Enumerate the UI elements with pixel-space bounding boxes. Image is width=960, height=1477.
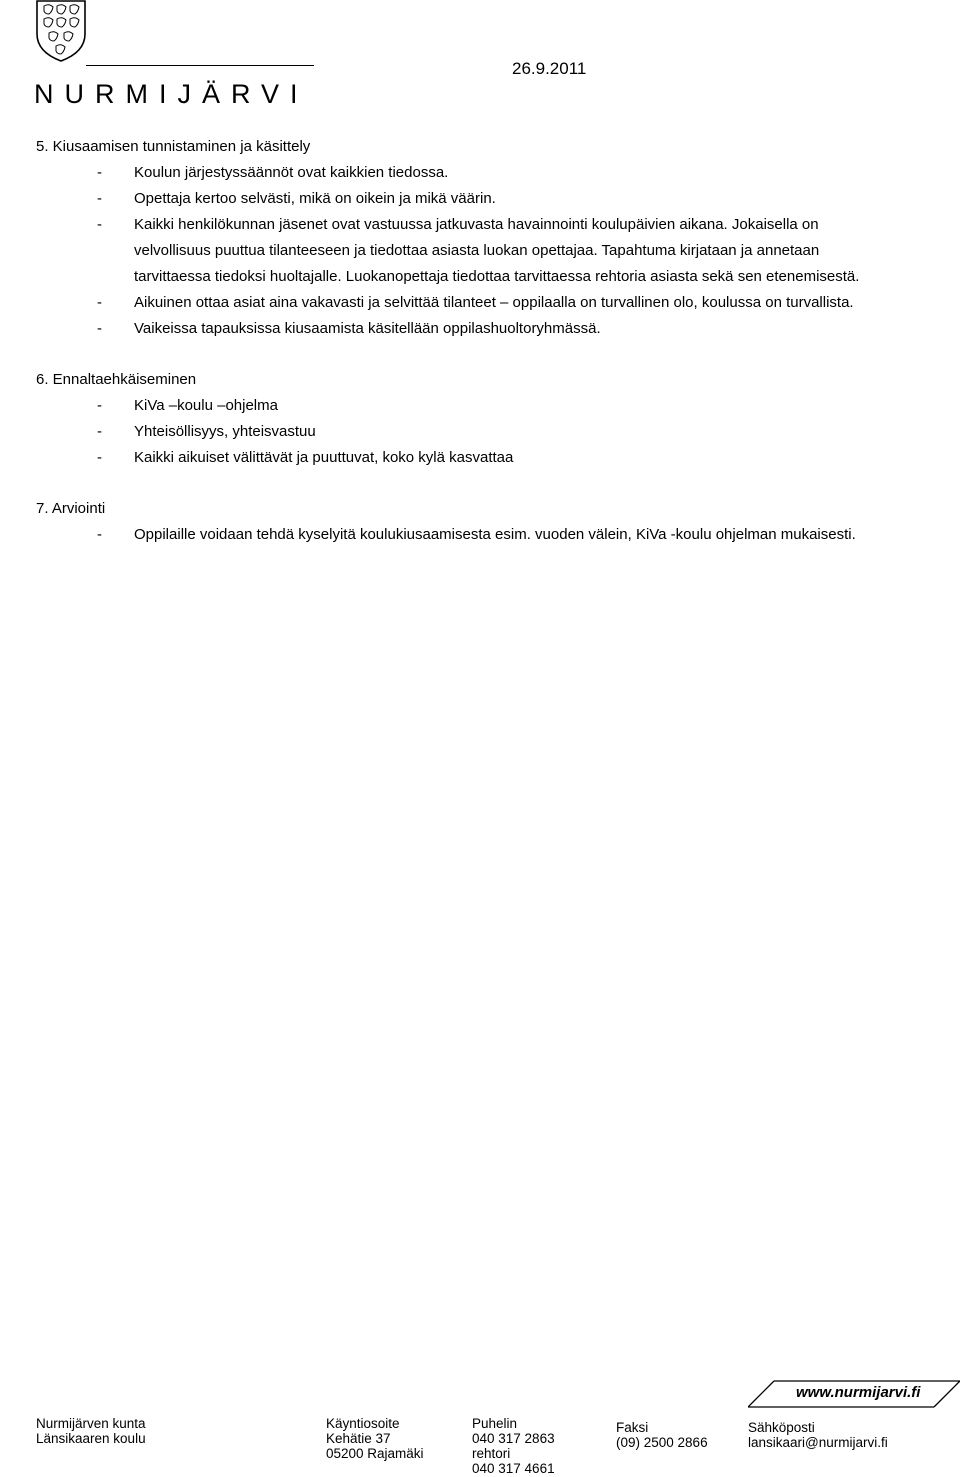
- list-item-text: Vaikeissa tapauksissa kiusaamista käsitellään oppilashuoltoryhmässä.: [134, 320, 601, 337]
- bullet-dash: -: [97, 294, 102, 311]
- list-item: [36, 316, 894, 342]
- visit-street: Kehätie 37: [326, 1431, 391, 1446]
- bullet-dash: -: [97, 423, 102, 440]
- organization-name: Nurmijärven kunta: [36, 1416, 146, 1431]
- phone-main: 040 317 2863: [472, 1431, 555, 1446]
- bullet-dash: -: [97, 164, 102, 181]
- phone-role: rehtori: [472, 1446, 511, 1461]
- list-item-text: Opettaja kertoo selvästi, mikä on oikein ja mikä väärin.: [134, 190, 496, 207]
- list-item-text: Kaikki aikuiset välittävät ja puuttuvat, koko kylä kasvattaa: [134, 449, 514, 466]
- bullet-dash: -: [97, 526, 102, 543]
- phone-label: Puhelin: [472, 1416, 518, 1431]
- bullet-dash: -: [97, 397, 102, 414]
- header-rule: [86, 65, 314, 66]
- coat-of-arms-logo: [36, 0, 86, 62]
- list-item-text: Aikuinen ottaa asiat aina vakavasti ja selvittää tilanteet – oppilaalla on turvallinen olo, koulussa on turvallista.: [134, 294, 854, 311]
- bullet-dash: -: [97, 216, 102, 233]
- list-item: [36, 290, 894, 316]
- email-label: Sähköposti: [748, 1420, 815, 1435]
- list-item: [36, 393, 894, 419]
- visit-city: 05200 Rajamäki: [326, 1446, 424, 1461]
- list-item: [36, 186, 894, 212]
- list-item: [36, 212, 894, 290]
- list-item-text: KiVa –koulu –ohjelma: [134, 397, 278, 414]
- bullet-dash: -: [97, 449, 102, 466]
- section-heading: 6. Ennaltaehkäiseminen: [36, 371, 197, 388]
- list-item: [36, 522, 894, 548]
- list-item: [36, 445, 894, 471]
- footer-phone: [472, 1416, 555, 1476]
- visit-label: Käyntiosoite: [326, 1416, 400, 1431]
- list-item: [36, 419, 894, 445]
- bullet-dash: -: [97, 190, 102, 207]
- list-item: [36, 160, 894, 186]
- website-link[interactable]: www.nurmijarvi.fi: [796, 1384, 921, 1401]
- footer-fax: [616, 1420, 708, 1450]
- footer-organization: [36, 1416, 146, 1446]
- fax-label: Faksi: [616, 1420, 649, 1435]
- bullet-dash: -: [97, 320, 102, 337]
- footer-email: [748, 1420, 888, 1450]
- list-item-text: Kaikki henkilökunnan jäsenet ovat vastuussa jatkuvasta havainnointi koulupäivien aikana. Jokaisella on velvollisuus puuttua tilanteeseen ja tiedottaa asiasta luokan opettajaa. Tapahtuma kirjataan ja annetaan tarvittaessa tiedoksi huoltajalle. Luokanopettaja tiedottaa tarvittaessa rehtoria asiasta sekä sen etenemisestä.: [134, 216, 860, 285]
- list-item-text: Koulun järjestyssäännöt ovat kaikkien tiedossa.: [134, 164, 449, 181]
- phone-rector: 040 317 4661: [472, 1461, 555, 1476]
- footer-visiting-address: [326, 1416, 424, 1461]
- municipality-wordmark: NURMIJÄRVI: [34, 79, 309, 109]
- list-item-text: Oppilaille voidaan tehdä kyselyitä koulukiusaamisesta esim. vuoden välein, KiVa -koulu ohjelman mukaisesti.: [134, 526, 856, 543]
- document-date: 26.9.2011: [512, 59, 587, 78]
- document-body: [36, 134, 936, 548]
- section-heading: 7. Arviointi: [36, 500, 106, 517]
- list-item-text: Yhteisöllisyys, yhteisvastuu: [134, 423, 316, 440]
- school-name: Länsikaaren koulu: [36, 1431, 146, 1446]
- fax-number: (09) 2500 2866: [616, 1435, 708, 1450]
- email-address[interactable]: lansikaari@nurmijarvi.fi: [748, 1435, 888, 1450]
- section-heading: 5. Kiusaamisen tunnistaminen ja käsittely: [36, 138, 311, 155]
